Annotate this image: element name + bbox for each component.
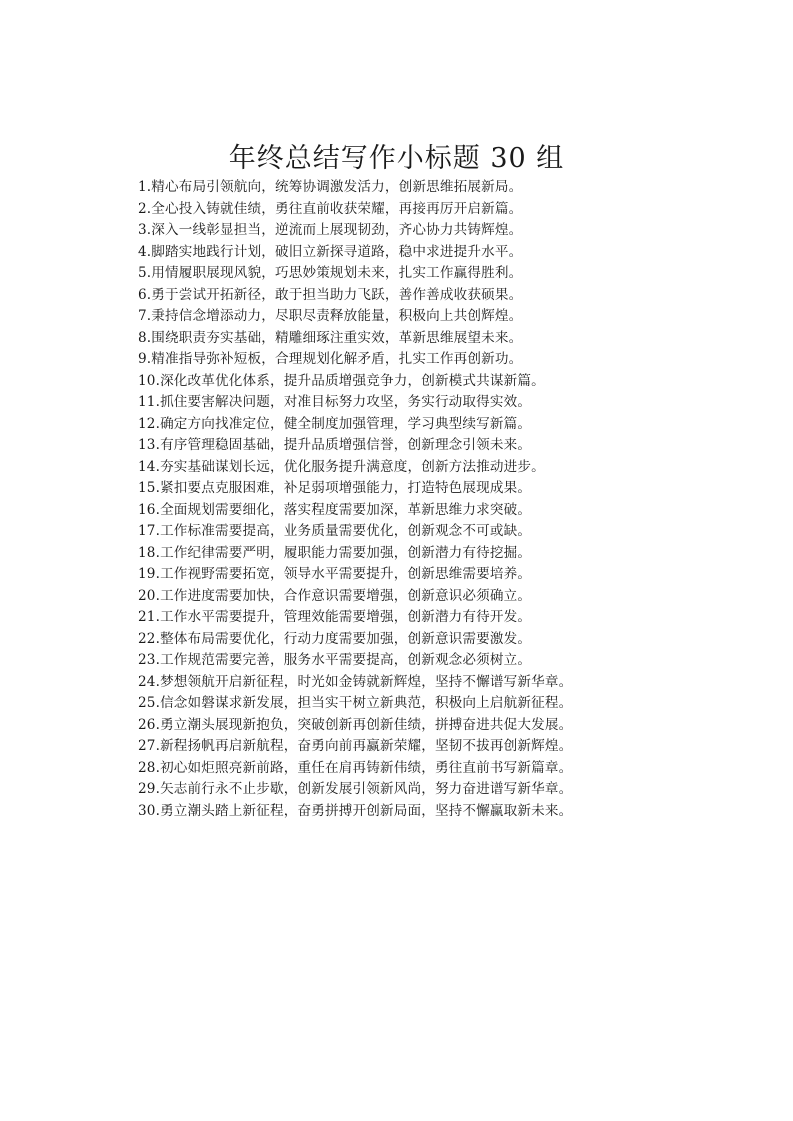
- list-item: 9.精准指导弥补短板，合理规划化解矛盾，扎实工作再创新功。: [138, 351, 523, 367]
- list-item: 27.新程扬帆再启新航程，奋勇向前再赢新荣耀，坚韧不拔再创新辉煌。: [138, 738, 573, 754]
- list-item: 11.抓住要害解决问题，对准目标努力攻坚，务实行动取得实效。: [138, 394, 532, 410]
- list-item: 8.围绕职责夯实基础，精雕细琢注重实效，革新思维展望未来。: [138, 329, 523, 346]
- list-item: 24.梦想领航开启新征程，时光如金铸就新辉煌，坚持不懈谱写新华章。: [138, 673, 573, 690]
- list-item: 13.有序管理稳固基础，提升品质增强信誉，创新理念引领未来。: [138, 437, 532, 453]
- list-item: 29.矢志前行永不止步歇，创新发展引领新风尚，努力奋进谱写新华章。: [138, 781, 573, 797]
- list-item: 3.深入一线彰显担当，逆流而上展现韧劲，齐心协力共铸辉煌。: [138, 222, 523, 238]
- list-item: 1.精心布局引领航向，统筹协调激发活力，创新思维拓展新局。: [138, 179, 523, 195]
- list-item: 30.勇立潮头踏上新征程，奋勇拼搏开创新局面，坚持不懈赢取新未来。: [138, 802, 573, 819]
- document-title: 年终总结写作小标题 30 组: [228, 143, 565, 174]
- list-item: 6.勇于尝试开拓新径，敢于担当助力飞跃，善作善成收获硕果。: [138, 286, 523, 303]
- list-item: 10.深化改革优化体系，提升品质增强竞争力，创新模式共谋新篇。: [138, 372, 545, 389]
- list-item: 12.确定方向找准定位，健全制度加强管理，学习典型续写新篇。: [138, 415, 532, 432]
- list-item: 15.紧扣要点克服困难，补足弱项增强能力，打造特色展现成果。: [138, 480, 532, 496]
- list-item: 14.夯实基础谋划长远，优化服务提升满意度，创新方法推动进步。: [138, 458, 545, 475]
- list-item: 17.工作标准需要提高，业务质量需要优化，创新观念不可或缺。: [138, 523, 532, 539]
- list-item: 5.用情履职展现风貌，巧思妙策规划未来，扎实工作赢得胜利。: [138, 265, 523, 281]
- list-item: 19.工作视野需要拓宽，领导水平需要提升，创新思维需要培养。: [138, 566, 532, 582]
- list-item: 28.初心如炬照亮新前路，重任在肩再铸新伟绩，勇往直前书写新篇章。: [138, 759, 573, 776]
- list-item: 7.秉持信念增添动力，尽职尽责释放能量，积极向上共创辉煌。: [138, 308, 523, 324]
- list-item: 20.工作进度需要加快，合作意识需要增强，创新意识必须确立。: [138, 587, 532, 604]
- list-item: 21.工作水平需要提升，管理效能需要增强，创新潜力有待开发。: [138, 609, 532, 625]
- list-item: 2.全心投入铸就佳绩，勇往直前收获荣耀，再接再厉开启新篇。: [138, 200, 523, 217]
- list-item: 25.信念如磐谋求新发展，担当实干树立新典范，积极向上启航新征程。: [138, 695, 573, 711]
- list-item: 4.脚踏实地践行计划，破旧立新探寻道路，稳中求进提升水平。: [138, 243, 523, 260]
- list-item: 22.整体布局需要优化，行动力度需要加强，创新意识需要激发。: [138, 630, 532, 647]
- list-item: 26.勇立潮头展现新抱负，突破创新再创新佳绩，拼搏奋进共促大发展。: [138, 716, 573, 733]
- list-item: 23.工作规范需要完善，服务水平需要提高，创新观念必须树立。: [138, 652, 532, 668]
- list-item: 18.工作纪律需要严明，履职能力需要加强，创新潜力有待挖掘。: [138, 544, 532, 561]
- headline-list: [138, 177, 758, 822]
- list-item: 16.全面规划需要细化，落实程度需要加深，革新思维力求突破。: [138, 501, 532, 518]
